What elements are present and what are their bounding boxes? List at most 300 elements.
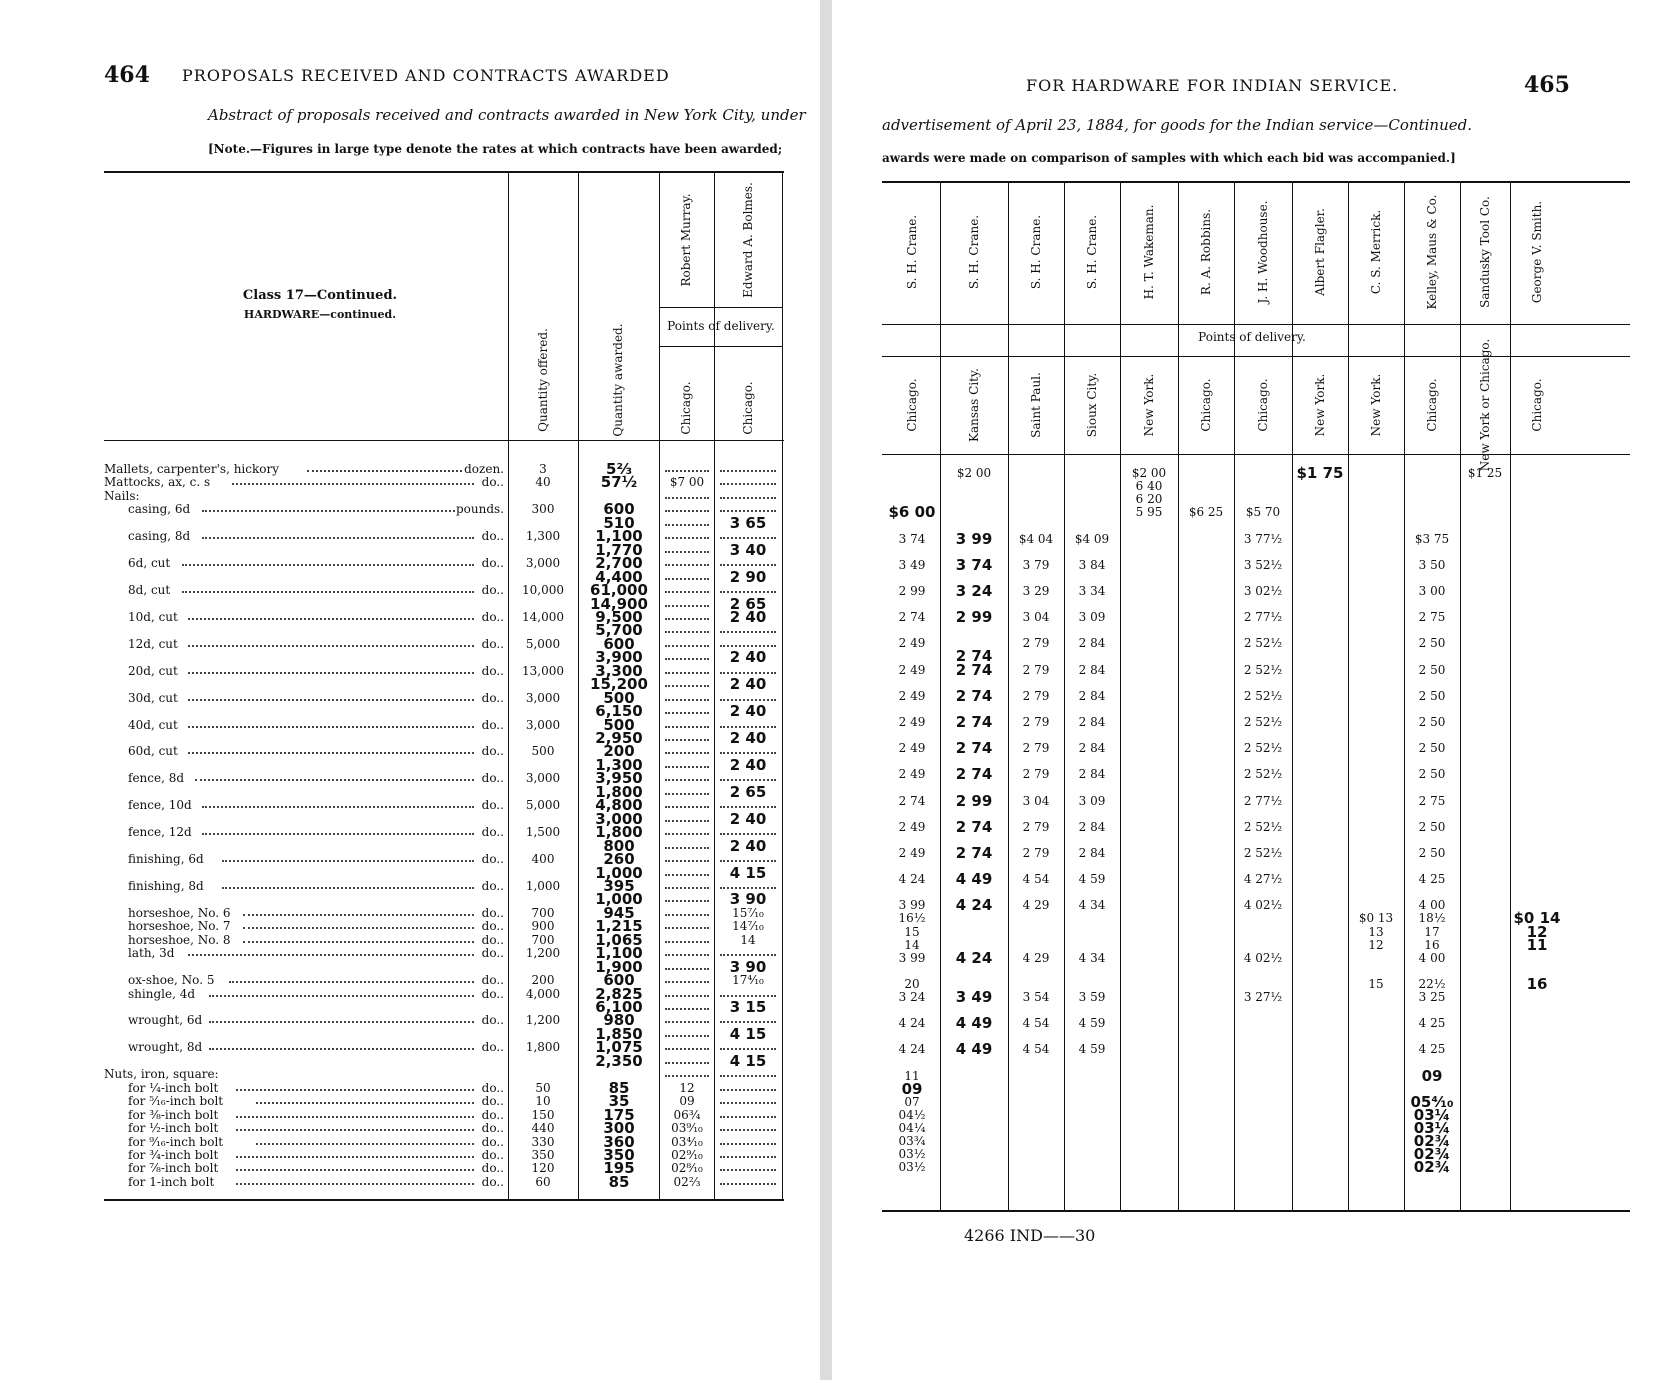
- row-unit: do..: [481, 1147, 504, 1162]
- empty-cell-dots: [665, 645, 709, 647]
- bid-cell: 2 49: [898, 767, 926, 782]
- table-row: [0, 462, 820, 476]
- table-row: [832, 859, 1660, 873]
- table-row: [0, 960, 820, 974]
- bid-edward-bolmes: [716, 489, 780, 503]
- bid-cell: 2 50: [1418, 819, 1446, 834]
- bid-edward-bolmes: [716, 623, 780, 637]
- quantity-awarded: 5,700: [595, 623, 643, 638]
- bid-edward-bolmes: 3 90: [729, 892, 767, 907]
- row-label: for ¼-inch bolt: [128, 1080, 219, 1095]
- quantity-awarded: 6,100: [595, 1000, 643, 1014]
- quantity-awarded: 2,825: [595, 986, 643, 1001]
- table-row: [0, 1148, 820, 1162]
- table-row: [832, 571, 1660, 585]
- empty-cell-dots: [720, 887, 776, 889]
- table-row: [832, 938, 1660, 952]
- right-delivery-rule: [882, 356, 1630, 357]
- table-row: [832, 754, 1660, 768]
- table-row: [0, 543, 820, 557]
- quantity-offered: 350: [531, 1147, 555, 1162]
- bid-edward-bolmes: [716, 1108, 780, 1122]
- quantity-awarded: 1,770: [595, 542, 643, 557]
- delivery-point: Chicago.: [905, 378, 919, 432]
- bid-cell: 2 75: [1418, 793, 1446, 808]
- bid-cell: 15: [904, 924, 920, 939]
- bid-cell: 4 24: [955, 898, 993, 913]
- empty-cell-dots: [720, 483, 776, 485]
- bid-cell: 2 74: [955, 845, 993, 860]
- bid-edward-bolmes: [716, 556, 780, 570]
- empty-cell-dots: [665, 551, 709, 553]
- bid-edward-bolmes: [716, 1081, 780, 1095]
- table-row: [0, 1027, 820, 1041]
- quantity-offered: 150: [531, 1107, 555, 1122]
- bid-edward-bolmes: [716, 771, 780, 785]
- bid-robert-murray: [661, 677, 713, 691]
- bid-cell: 3 49: [898, 557, 926, 572]
- table-row: [0, 489, 820, 503]
- leader-dots: [236, 1089, 474, 1091]
- empty-cell-dots: [665, 510, 709, 512]
- row-unit: do..: [481, 529, 504, 544]
- bid-robert-murray: [661, 529, 713, 543]
- empty-cell-dots: [665, 793, 709, 795]
- row-unit: do..: [481, 852, 504, 867]
- row-label: Mallets, carpenter's, hickory: [104, 462, 279, 476]
- leader-dots: [209, 995, 475, 997]
- row-label: ox-shoe, No. 5: [128, 973, 215, 988]
- bid-cell: 2 79: [1022, 688, 1050, 703]
- header-bidder-1: Robert Murray.: [679, 193, 693, 287]
- bid-cell: 16½: [898, 911, 926, 926]
- table-row: [832, 1003, 1660, 1017]
- left-delivery-rule: [659, 346, 783, 347]
- bid-cell: 2 52½: [1243, 767, 1283, 782]
- bid-cell: 3 24: [898, 990, 926, 1004]
- bid-cell: 2 49: [898, 636, 926, 651]
- bid-cell: 04¼: [898, 1121, 926, 1135]
- right-title-line: advertisement of April 23, 1884, for goods for the Indian service—Continued.: [882, 116, 1472, 134]
- quantity-offered: 60: [535, 1174, 551, 1189]
- bid-robert-murray: [661, 664, 713, 678]
- row-unit: do..: [481, 825, 504, 840]
- table-row: [832, 872, 1660, 886]
- header-quantity-awarded: Quantity awarded.: [611, 323, 625, 437]
- empty-cell-dots: [720, 860, 776, 862]
- row-unit: do..: [481, 771, 504, 786]
- bid-cell: 2 50: [1418, 741, 1446, 756]
- empty-cell-dots: [665, 806, 709, 808]
- right-bidder-rule: [882, 324, 1630, 325]
- table-row: [0, 718, 820, 732]
- quantity-awarded: 350: [603, 1147, 635, 1162]
- bid-cell: 2 84: [1078, 767, 1106, 782]
- bid-cell: 3 27½: [1243, 990, 1283, 1004]
- bid-robert-murray: [661, 852, 713, 866]
- bid-cell: 18½: [1418, 911, 1446, 926]
- bid-edward-bolmes: [716, 1040, 780, 1054]
- bid-cell: 4 24: [955, 950, 993, 965]
- table-row: [832, 663, 1660, 677]
- table-row: [0, 839, 820, 853]
- left-table-top-rule: [104, 171, 784, 173]
- bid-cell: 2 84: [1078, 662, 1106, 677]
- table-row: [0, 879, 820, 893]
- bid-cell: 4 25: [1418, 1042, 1446, 1057]
- bid-cell: 2 50: [1418, 714, 1446, 729]
- bid-cell: 2 84: [1078, 714, 1106, 729]
- header-delivery-1: Chicago.: [679, 381, 693, 435]
- quantity-awarded: 1,850: [595, 1026, 643, 1041]
- right-page: [832, 0, 1660, 1380]
- quantity-awarded: 1,075: [595, 1040, 643, 1055]
- row-label: 20d, cut: [128, 663, 178, 678]
- bid-cell: 2 75: [1418, 610, 1446, 625]
- table-row: [0, 650, 820, 664]
- leader-dots: [236, 1116, 474, 1118]
- bid-edward-bolmes: [716, 1094, 780, 1108]
- quantity-awarded: 2,700: [595, 556, 643, 571]
- bid-edward-bolmes: [716, 637, 780, 651]
- table-row: [832, 1147, 1660, 1161]
- quantity-offered: 1,300: [525, 529, 561, 544]
- row-unit: do..: [481, 1174, 504, 1189]
- empty-cell-dots: [665, 712, 709, 714]
- row-unit: do..: [481, 1134, 504, 1149]
- empty-cell-dots: [665, 1048, 709, 1050]
- table-row: [832, 1095, 1660, 1109]
- bidder-name: George V. Smith.: [1530, 200, 1544, 304]
- bid-cell: 3 77½: [1243, 531, 1283, 546]
- bid-cell: 07: [904, 1094, 920, 1109]
- bid-edward-bolmes: [716, 1175, 780, 1189]
- bid-cell: 03¼: [1413, 1121, 1451, 1135]
- leader-dots: [188, 752, 474, 754]
- bid-cell: 4 25: [1418, 872, 1446, 887]
- row-unit: do..: [481, 973, 504, 988]
- bid-cell: 09: [901, 1081, 923, 1096]
- empty-cell-dots: [665, 874, 709, 876]
- bid-cell: $2 00: [1131, 466, 1167, 480]
- quantity-offered: 900: [531, 919, 555, 934]
- quantity-offered: 10,000: [522, 583, 564, 598]
- bid-cell: 2 49: [898, 662, 926, 677]
- bid-cell: 03¾: [898, 1134, 926, 1149]
- bid-cell: 09: [1421, 1068, 1443, 1083]
- row-label: 6d, cut: [128, 556, 171, 571]
- leader-dots: [243, 941, 475, 943]
- bid-cell: 2 99: [955, 793, 993, 808]
- table-row: [832, 610, 1660, 624]
- bid-cell: 4 59: [1078, 872, 1106, 887]
- row-label: finishing, 8d: [128, 878, 204, 893]
- row-label: 30d, cut: [128, 690, 178, 705]
- empty-cell-dots: [665, 1021, 709, 1023]
- empty-cell-dots: [665, 726, 709, 728]
- table-row: [0, 798, 820, 812]
- bid-cell: 2 79: [1022, 636, 1050, 651]
- row-label: Mattocks, ax, c. s: [104, 475, 211, 490]
- bid-cell: 4 49: [955, 1016, 993, 1031]
- leader-dots: [222, 860, 474, 862]
- bid-robert-murray: [661, 892, 713, 906]
- bid-cell: $4 04: [1018, 531, 1054, 546]
- bid-cell: $6 00: [888, 505, 936, 520]
- leader-dots: [256, 1102, 474, 1104]
- quantity-awarded: 2,350: [595, 1053, 643, 1068]
- row-unit: do..: [481, 583, 504, 598]
- empty-cell-dots: [665, 524, 709, 526]
- bid-cell: 3 34: [1078, 583, 1106, 598]
- bid-cell: $4 09: [1074, 531, 1110, 546]
- empty-cell-dots: [720, 752, 776, 754]
- table-row: [832, 1069, 1660, 1083]
- table-row: [832, 1108, 1660, 1122]
- empty-cell-dots: [665, 752, 709, 754]
- empty-cell-dots: [720, 1075, 776, 1077]
- row-label: 8d, cut: [128, 583, 171, 598]
- row-unit: do..: [481, 475, 504, 490]
- bid-cell: 03½: [898, 1160, 926, 1175]
- row-label: Nails:: [104, 488, 140, 503]
- row-unit: do..: [481, 905, 504, 920]
- bid-robert-murray: [661, 583, 713, 597]
- row-unit: dozen.: [464, 462, 504, 476]
- bid-robert-murray: [661, 866, 713, 880]
- bid-robert-murray: [661, 570, 713, 584]
- bid-cell: $3 75: [1414, 531, 1450, 546]
- row-unit: do..: [481, 1161, 504, 1176]
- quantity-offered: 1,200: [525, 1013, 561, 1028]
- table-row: [0, 906, 820, 920]
- bid-robert-murray: [661, 987, 713, 1001]
- bid-cell: $0 13: [1358, 911, 1394, 926]
- quantity-awarded: 500: [603, 690, 635, 705]
- bid-cell: 17: [1424, 924, 1440, 939]
- quantity-offered: 400: [531, 852, 555, 867]
- bid-robert-murray: [661, 650, 713, 664]
- empty-cell-dots: [720, 537, 776, 539]
- quantity-awarded: 4,800: [595, 798, 643, 813]
- delivery-point: Chicago.: [1425, 378, 1439, 432]
- quantity-offered: 1,200: [525, 946, 561, 961]
- table-row: [832, 558, 1660, 572]
- bid-cell: 2 49: [898, 741, 926, 756]
- bid-edward-bolmes: [716, 664, 780, 678]
- table-row: [832, 649, 1660, 663]
- delivery-point: Chicago.: [1199, 378, 1213, 432]
- table-row: [832, 911, 1660, 925]
- bid-cell: 3 49: [955, 990, 993, 1004]
- bid-edward-bolmes: [716, 691, 780, 705]
- bid-cell: 3 99: [898, 950, 926, 965]
- bidder-name: S. H. Crane.: [1085, 214, 1099, 290]
- bid-edward-bolmes: 3 40: [729, 542, 767, 557]
- bid-cell: $5 70: [1245, 505, 1281, 520]
- bid-edward-bolmes: [716, 1135, 780, 1149]
- table-row: [0, 852, 820, 866]
- quantity-awarded: 600: [603, 636, 635, 651]
- table-row: [0, 785, 820, 799]
- empty-cell-dots: [665, 578, 709, 580]
- empty-cell-dots: [720, 1102, 776, 1104]
- bid-robert-murray: [661, 1054, 713, 1068]
- row-unit: do..: [481, 932, 504, 947]
- table-row: [0, 744, 820, 758]
- quantity-awarded: 200: [603, 744, 635, 759]
- bid-cell: 3 02½: [1243, 583, 1283, 598]
- bid-cell: 3 99: [898, 898, 926, 913]
- table-row: [0, 1040, 820, 1054]
- right-table-bottom-rule: [882, 1210, 1630, 1212]
- empty-cell-dots: [720, 779, 776, 781]
- leader-dots: [307, 470, 461, 472]
- bid-edward-bolmes: 2 65: [729, 596, 767, 611]
- table-row: [832, 951, 1660, 965]
- header-points-of-delivery: Points of delivery.: [667, 319, 775, 333]
- table-row: [832, 1134, 1660, 1148]
- bid-robert-murray: 06¾: [673, 1107, 701, 1122]
- table-row: [0, 1121, 820, 1135]
- bid-edward-bolmes: 2 40: [729, 731, 767, 745]
- empty-cell-dots: [720, 1116, 776, 1118]
- leader-dots: [188, 618, 474, 620]
- empty-cell-dots: [665, 887, 709, 889]
- bid-cell: 2 50: [1418, 636, 1446, 651]
- bid-cell: 4 27½: [1243, 872, 1283, 887]
- bid-robert-murray: [661, 610, 713, 624]
- table-row: [832, 1029, 1660, 1043]
- left-header-bottom-rule: [104, 440, 784, 441]
- delivery-point: Kansas City.: [967, 368, 981, 442]
- quantity-awarded: 600: [603, 502, 635, 517]
- bid-cell: $6 25: [1188, 505, 1224, 520]
- quantity-awarded: 1,000: [595, 865, 643, 880]
- quantity-offered: 3: [539, 462, 547, 476]
- left-page-number: 464: [104, 62, 150, 88]
- table-row: [832, 1160, 1660, 1174]
- empty-cell-dots: [665, 941, 709, 943]
- row-unit: do..: [481, 1107, 504, 1122]
- bid-robert-murray: [661, 1027, 713, 1041]
- bid-cell: 2 52½: [1243, 819, 1283, 834]
- bid-cell: 3 59: [1078, 990, 1106, 1004]
- bidder-name: R. A. Robbins.: [1199, 208, 1213, 296]
- row-label: for 1-inch bolt: [128, 1174, 215, 1189]
- quantity-awarded: 85: [608, 1080, 630, 1095]
- bid-cell: 4 02½: [1243, 950, 1283, 965]
- bid-edward-bolmes: 2 40: [729, 811, 767, 826]
- table-row: [0, 1054, 820, 1068]
- header-quantity-offered: Quantity offered.: [536, 328, 550, 432]
- quantity-awarded: 1,900: [595, 959, 643, 974]
- quantity-awarded: 1,100: [595, 529, 643, 544]
- quantity-awarded: 5⅔: [606, 462, 632, 476]
- bid-cell: 03¼: [1413, 1107, 1451, 1122]
- leader-dots: [256, 1143, 474, 1145]
- bid-robert-murray: [661, 973, 713, 987]
- row-label: horseshoe, No. 6: [128, 905, 231, 920]
- leader-dots: [236, 1129, 474, 1131]
- leader-dots: [236, 1156, 474, 1158]
- bidder-name: J. H. Woodhouse.: [1256, 200, 1270, 304]
- empty-cell-dots: [720, 1156, 776, 1158]
- left-table-bottom-rule: [104, 1199, 784, 1201]
- table-row: [832, 479, 1660, 493]
- table-row: [832, 885, 1660, 899]
- table-row: [0, 597, 820, 611]
- leader-dots: [236, 1169, 474, 1171]
- table-row: [0, 1000, 820, 1014]
- empty-cell-dots: [720, 833, 776, 835]
- table-row: [832, 898, 1660, 912]
- quantity-offered: 5,000: [525, 798, 561, 813]
- leader-dots: [236, 1183, 474, 1185]
- bid-cell: 2 52½: [1243, 845, 1283, 860]
- quantity-offered: 13,000: [522, 663, 564, 678]
- empty-cell-dots: [665, 766, 709, 768]
- quantity-awarded: 6,150: [595, 704, 643, 719]
- quantity-offered: 1,500: [525, 825, 561, 840]
- table-row: [0, 933, 820, 947]
- quantity-awarded: 1,100: [595, 946, 643, 961]
- quantity-awarded: 980: [603, 1013, 635, 1028]
- header-bidder-2: Edward A. Bolmes.: [741, 182, 755, 298]
- empty-cell-dots: [665, 968, 709, 970]
- row-unit: do..: [481, 1094, 504, 1109]
- bid-robert-murray: [661, 637, 713, 651]
- table-row: [0, 502, 820, 516]
- bidder-name: Kelley, Maus & Co.: [1425, 194, 1439, 310]
- empty-cell-dots: [665, 1008, 709, 1010]
- quantity-awarded: 3,900: [595, 650, 643, 665]
- empty-cell-dots: [665, 927, 709, 929]
- row-label: 12d, cut: [128, 636, 178, 651]
- bid-cell: 02¾: [1413, 1134, 1451, 1149]
- empty-cell-dots: [665, 833, 709, 835]
- bid-cell: 4 00: [1418, 898, 1446, 913]
- bid-robert-murray: [661, 502, 713, 516]
- bid-cell: 2 74: [955, 714, 993, 729]
- right-header-bottom-rule: [882, 454, 1630, 455]
- bid-edward-bolmes: 3 15: [729, 1000, 767, 1014]
- bid-cell: 2 52½: [1243, 688, 1283, 703]
- bid-cell: 11: [1526, 937, 1548, 952]
- bid-robert-murray: [661, 785, 713, 799]
- empty-cell-dots: [665, 981, 709, 983]
- quantity-awarded: 57½: [600, 475, 638, 490]
- bid-edward-bolmes: [716, 462, 780, 476]
- bid-cell: 04½: [898, 1107, 926, 1122]
- table-row: [832, 1082, 1660, 1096]
- bid-cell: 3 00: [1418, 583, 1446, 598]
- bid-cell: 6 20: [1135, 492, 1163, 507]
- table-row: [832, 702, 1660, 716]
- quantity-awarded: 1,065: [595, 932, 643, 947]
- table-row: [0, 677, 820, 691]
- bid-cell: 3 79: [1022, 557, 1050, 572]
- empty-cell-dots: [720, 510, 776, 512]
- row-unit: do..: [481, 744, 504, 759]
- empty-cell-dots: [665, 995, 709, 997]
- table-row: [832, 505, 1660, 519]
- bid-robert-murray: 03⁴⁄₁₀: [671, 1134, 703, 1149]
- left-page: [0, 0, 820, 1380]
- bid-cell: 3 04: [1022, 610, 1050, 625]
- empty-cell-dots: [720, 806, 776, 808]
- bid-cell: 3 84: [1078, 557, 1106, 572]
